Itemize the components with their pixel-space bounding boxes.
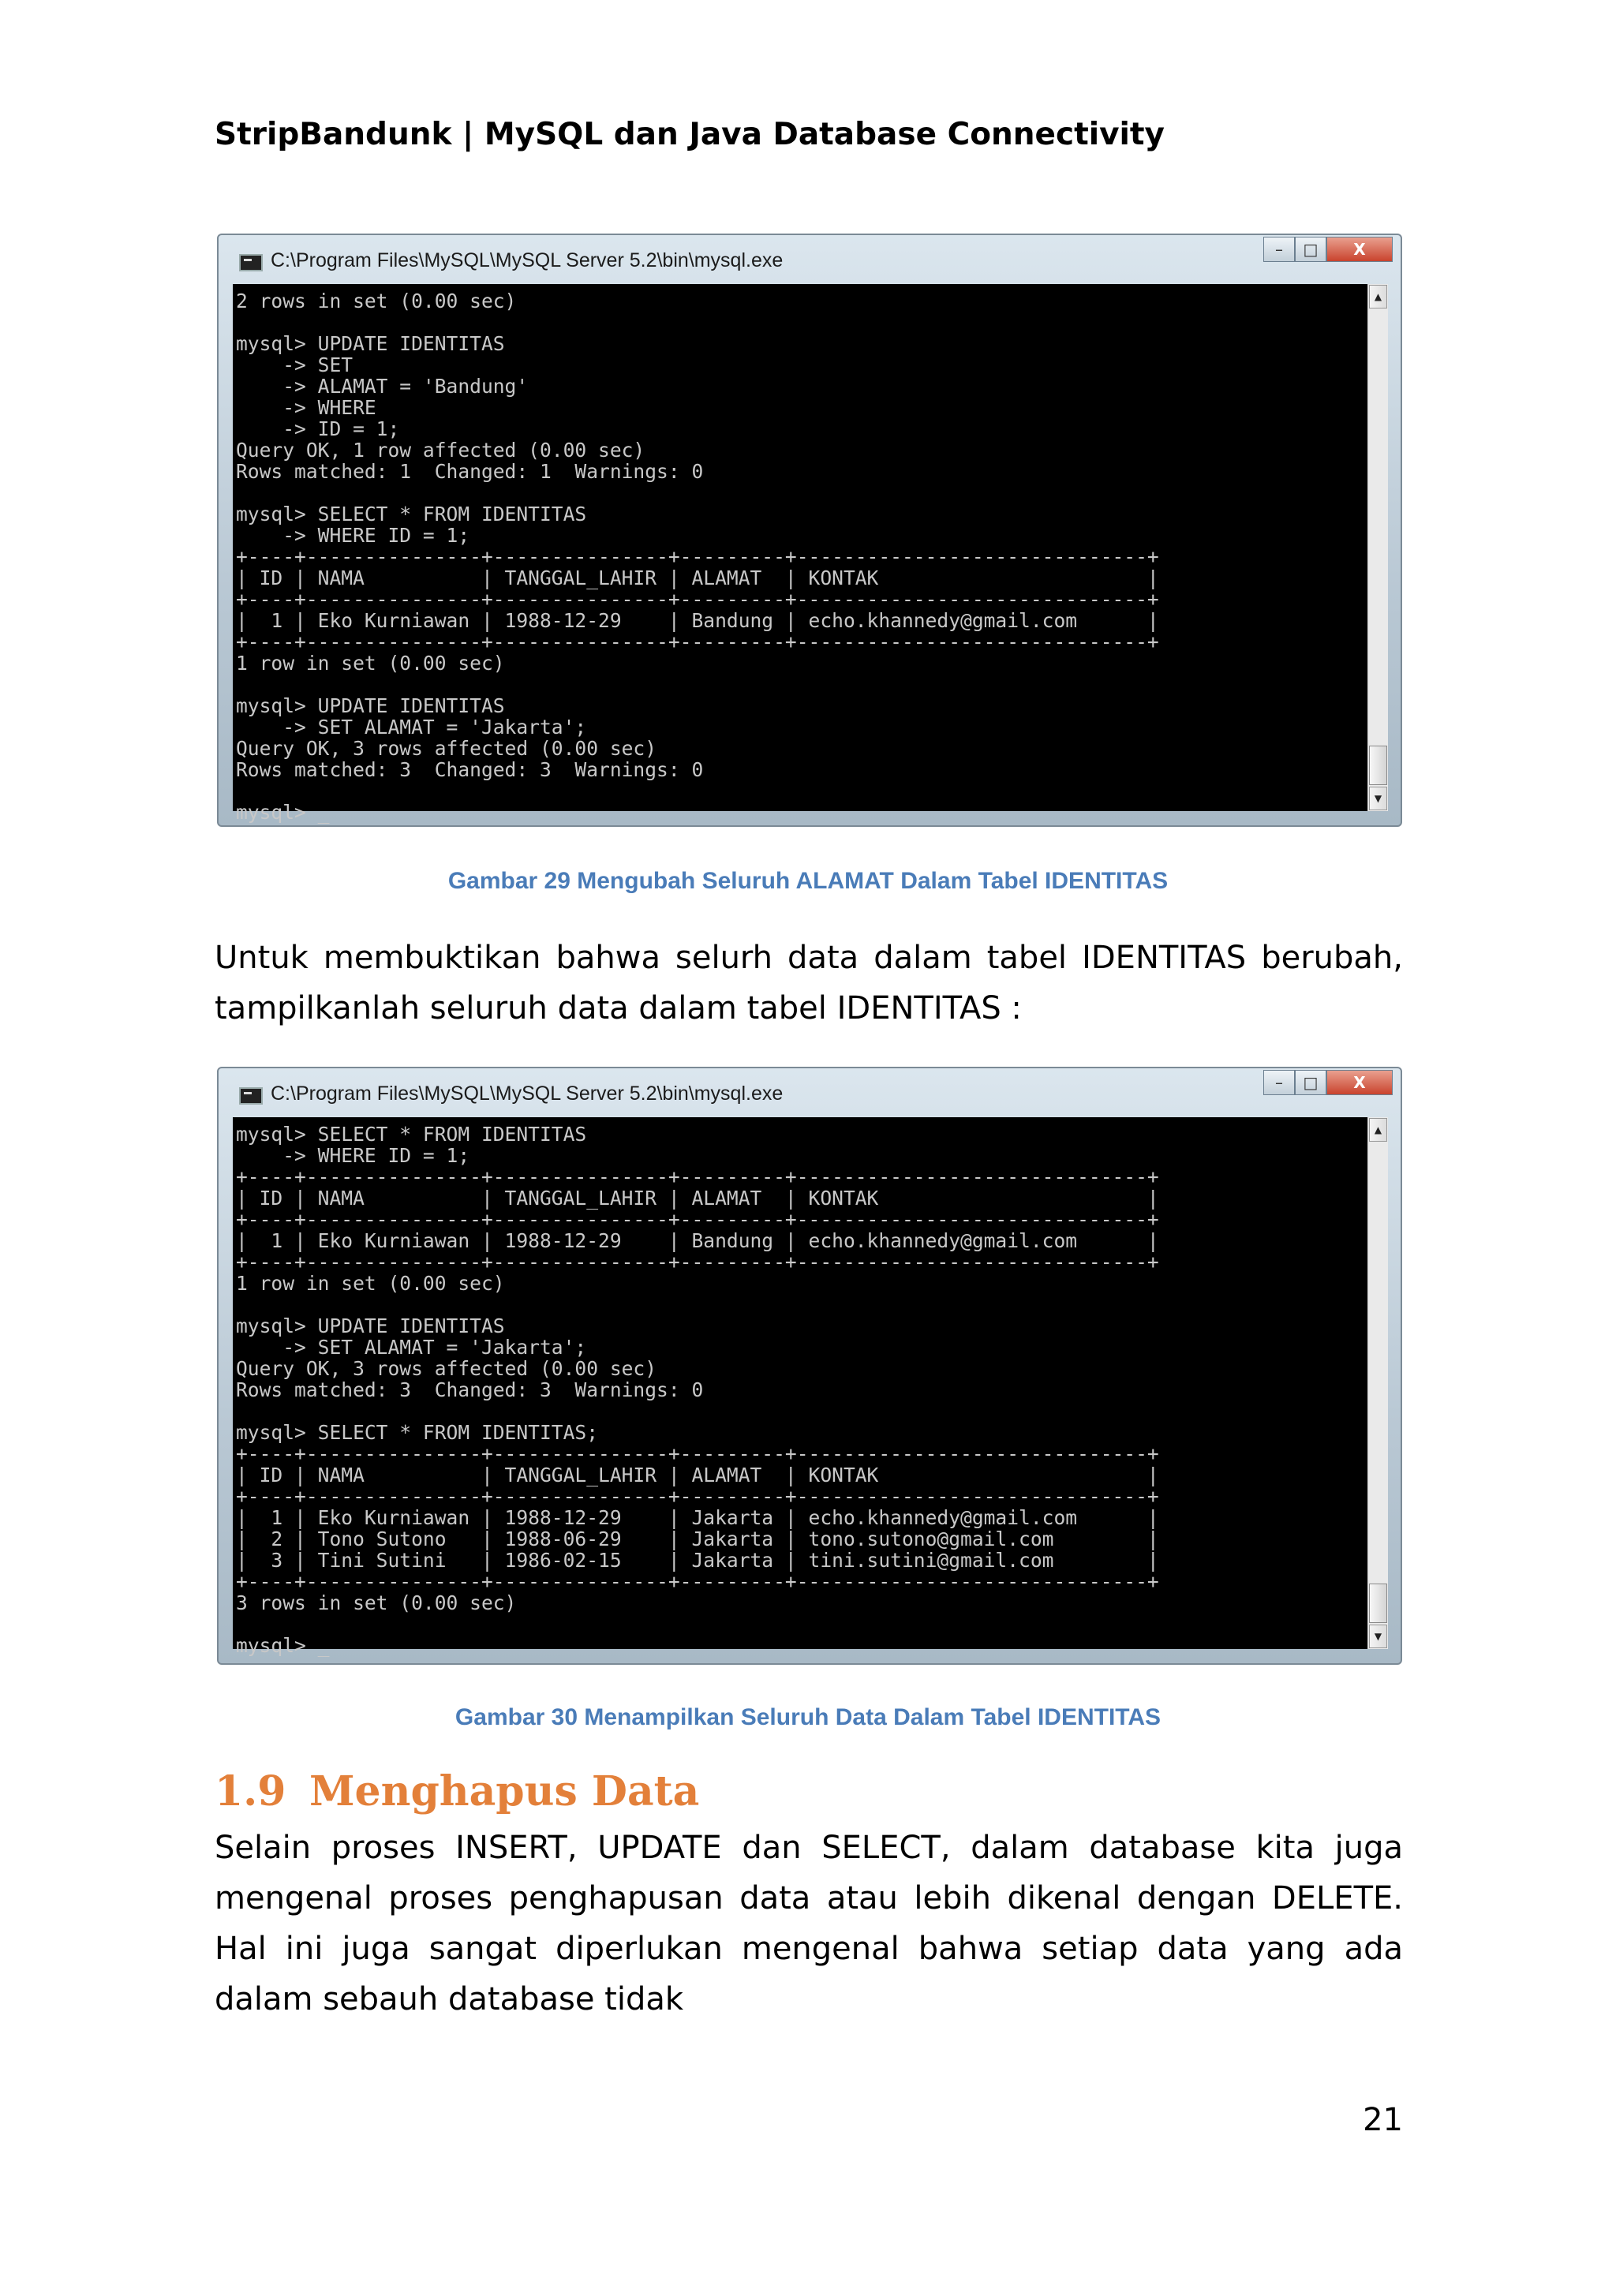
vertical-scrollbar[interactable]	[1367, 1117, 1388, 1649]
page-number: 21	[1363, 2102, 1403, 2138]
paragraph-2: Selain proses INSERT, UPDATE dan SELECT, dalam database kita juga mengenal proses penghapusan data atau lebih dikenal dengan DELETE. Hal ini juga sangat diperlukan mengenal bahwa setiap data yang ada dalam sebauh database tidak	[215, 1830, 1403, 2017]
console-text: 2 rows in set (0.00 sec) mysql> UPDATE IDENTITAS -> SET -> ALAMAT = 'Bandung' -> WHERE -> ID = 1; Query OK, 1 row affected (0.00 sec) Rows matched: 1 Changed: 1 Warnings: 0 mysql> SELECT * FROM IDENTITAS -> WHERE ID = 1; +----+---------------+---------------+---------+------------------------------+ | ID | NAMA | TANGGAL_LAHIR | ALAMAT | KONTAK | +----+---------------+---------------+---------+------------------------------+ | 1 | Eko Kurniawan | 1988-12-29 | Bandung | echo.khannedy@gmail.com | +----+---------------+---------------+---------+------------------------------+ 1 row in set (0.00 sec) mysql> UPDATE IDENTITAS -> SET ALAMAT = 'Jakarta'; Query OK, 3 rows affected (0.00 sec) Rows matched: 3 Changed: 3 Warnings: 0 mysql> _	[236, 290, 1159, 824]
console-text: mysql> SELECT * FROM IDENTITAS -> WHERE ID = 1; +----+---------------+---------------+---------+------------------------------+ | ID | NAMA | TANGGAL_LAHIR | ALAMAT | KONTAK | +----+---------------+---------------+---------+------------------------------+ | 1 | Eko Kurniawan | 1988-12-29 | Bandung | echo.khannedy@gmail.com | +----+---------------+---------------+---------+------------------------------+ 1 row in set (0.00 sec) mysql> UPDATE IDENTITAS -> SET ALAMAT = 'Jakarta'; Query OK, 3 rows affected (0.00 sec) Rows matched: 3 Changed: 3 Warnings: 0 mysql> SELECT * FROM IDENTITAS; +----+---------------+---------------+---------+------------------------------+ | ID | NAMA | TANGGAL_LAHIR | ALAMAT | KONTAK | +----+---------------+---------------+---------+------------------------------+ | 1 | Eko Kurniawan | 1988-12-29 | Jakarta | echo.khannedy@gmail.com | | 2 | Tono Sutono | 1988-06-29 | Jakarta | tono.sutono@gmail.com | | 3 | Tini Sutini | 1986-02-15 | Jakarta | tini.sutini@gmail.com | +----+---------------+---------------+---------+------------------------------+ 3 rows in set (0.00 sec) mysql> _	[236, 1123, 1159, 1657]
figure-caption-30: Gambar 30 Menampilkan Seluruh Data Dalam Tabel IDENTITAS	[454, 1704, 1162, 1730]
vertical-scrollbar[interactable]	[1367, 284, 1388, 811]
scroll-thumb[interactable]	[1369, 1584, 1387, 1623]
console-output[interactable]	[233, 1117, 1367, 1657]
minimize-button[interactable]: –	[1263, 237, 1295, 262]
window-title: C:\Program Files\MySQL\MySQL Server 5.2\bin\mysql.exe	[271, 1083, 784, 1105]
cmd-icon	[239, 254, 263, 271]
console-output[interactable]	[233, 284, 1367, 824]
console-window-figure-30	[217, 1067, 1402, 1665]
close-button[interactable]: X	[1326, 237, 1393, 262]
cmd-icon	[239, 1087, 263, 1105]
window-controls	[1263, 1070, 1393, 1095]
window-titlebar[interactable]	[219, 235, 1401, 284]
close-button[interactable]: X	[1326, 1070, 1393, 1095]
scroll-down-icon[interactable]: ▼	[1369, 787, 1387, 810]
paragraph-1: Untuk membuktikan bahwa selurh data dalam tabel IDENTITAS berubah, tampilkanlah seluruh data dalam tabel IDENTITAS :	[215, 940, 1403, 1026]
maximize-button[interactable]: □	[1295, 237, 1326, 262]
running-header: StripBandunk | MySQL dan Java Database Connectivity	[215, 117, 1165, 152]
window-title: C:\Program Files\MySQL\MySQL Server 5.2\bin\mysql.exe	[271, 249, 784, 271]
section-title: Menghapus Data	[309, 1767, 700, 1815]
section-number: 1.9	[215, 1767, 286, 1815]
scroll-thumb[interactable]	[1369, 746, 1387, 785]
scroll-down-icon[interactable]: ▼	[1369, 1625, 1387, 1648]
window-titlebar[interactable]	[219, 1068, 1401, 1117]
section-heading	[215, 1767, 699, 1815]
figure-caption-29: Gambar 29 Mengubah Seluruh ALAMAT Dalam Tabel IDENTITAS	[447, 868, 1169, 894]
window-controls	[1263, 237, 1393, 262]
minimize-button[interactable]: –	[1263, 1070, 1295, 1095]
scroll-up-icon[interactable]: ▲	[1369, 1118, 1387, 1142]
maximize-button[interactable]: □	[1295, 1070, 1326, 1095]
console-window-figure-29	[217, 234, 1402, 827]
scroll-up-icon[interactable]: ▲	[1369, 285, 1387, 309]
